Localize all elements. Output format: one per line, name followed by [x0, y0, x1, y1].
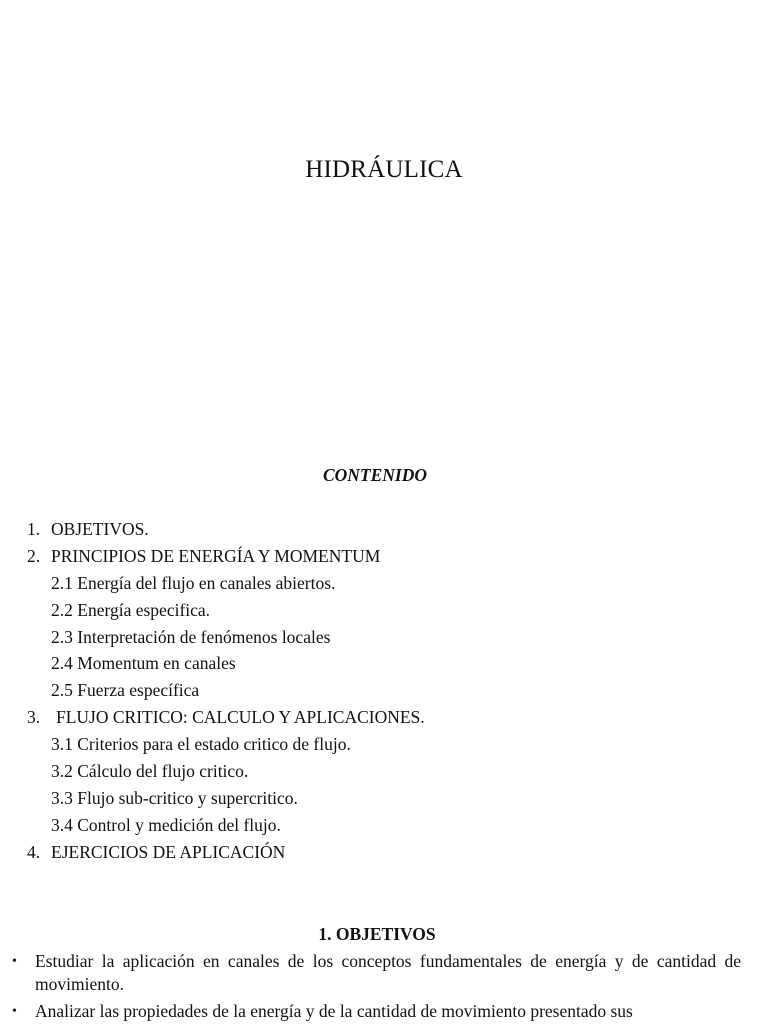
toc-subitem-2-3	[0, 624, 768, 651]
toc-subitem-3-4	[0, 812, 768, 839]
toc-item-1	[0, 516, 768, 543]
toc-subitem-text: 3.4 Control y medición del flujo.	[51, 814, 281, 835]
toc-item-3	[0, 704, 768, 731]
toc-subitem-2-2	[0, 597, 768, 624]
bullet-icon: •	[12, 954, 17, 969]
toc-item-text: PRINCIPIOS DE ENERGÍA Y MOMENTUM	[51, 545, 381, 566]
toc-item-number: 3.	[27, 707, 41, 728]
toc-subitem-text: 3.3 Flujo sub-critico y supercritico.	[51, 787, 298, 808]
table-of-contents	[0, 516, 768, 866]
toc-item-number: 1.	[27, 519, 41, 539]
bullet-icon: •	[12, 1004, 17, 1019]
toc-item-text: EJERCICIOS DE APLICACIÓN	[51, 841, 286, 862]
objective-text: Analizar las propiedades de la energía y de la cantidad de movimiento presentado sus	[35, 1001, 633, 1021]
toc-subitem-text: 2.5 Fuerza específica	[51, 680, 200, 701]
toc-subitem-3-1	[0, 731, 768, 758]
objective-item	[0, 1000, 768, 1023]
document-title: HIDRÁULICA	[305, 156, 463, 183]
toc-subitem-text: 2.2 Energía especifica.	[51, 599, 211, 620]
section-heading-objetivos: 1. OBJETIVOS	[318, 924, 436, 944]
objective-text: Estudiar la aplicación en canales de los conceptos fundamentales de energía y de cantidad de movimiento.	[35, 951, 741, 994]
toc-subitem-text: 3.1 Criterios para el estado critico de flujo.	[51, 734, 351, 755]
toc-item-number: 4.	[27, 841, 41, 862]
toc-item-text: FLUJO CRITICO: CALCULO Y APLICACIONES.	[56, 707, 425, 728]
toc-subitem-3-3	[0, 785, 768, 812]
objectives-list	[0, 950, 768, 1023]
toc-subitem-2-4	[0, 650, 768, 677]
toc-subitem-2-5	[0, 677, 768, 704]
objective-item	[0, 950, 768, 996]
toc-item-number: 2.	[27, 545, 41, 566]
toc-item-2	[0, 543, 768, 570]
contents-heading: CONTENIDO	[322, 465, 428, 485]
toc-subitem-text: 2.1 Energía del flujo en canales abiertos.	[51, 572, 336, 593]
toc-subitem-text: 2.3 Interpretación de fenómenos locales	[51, 626, 331, 647]
toc-subitem-text: 3.2 Cálculo del flujo critico.	[51, 761, 249, 782]
toc-subitem-text: 2.4 Momentum en canales	[51, 653, 236, 674]
toc-item-text: OBJETIVOS.	[51, 519, 149, 539]
toc-item-4	[0, 839, 768, 866]
toc-subitem-3-2	[0, 758, 768, 785]
toc-subitem-2-1	[0, 570, 768, 597]
